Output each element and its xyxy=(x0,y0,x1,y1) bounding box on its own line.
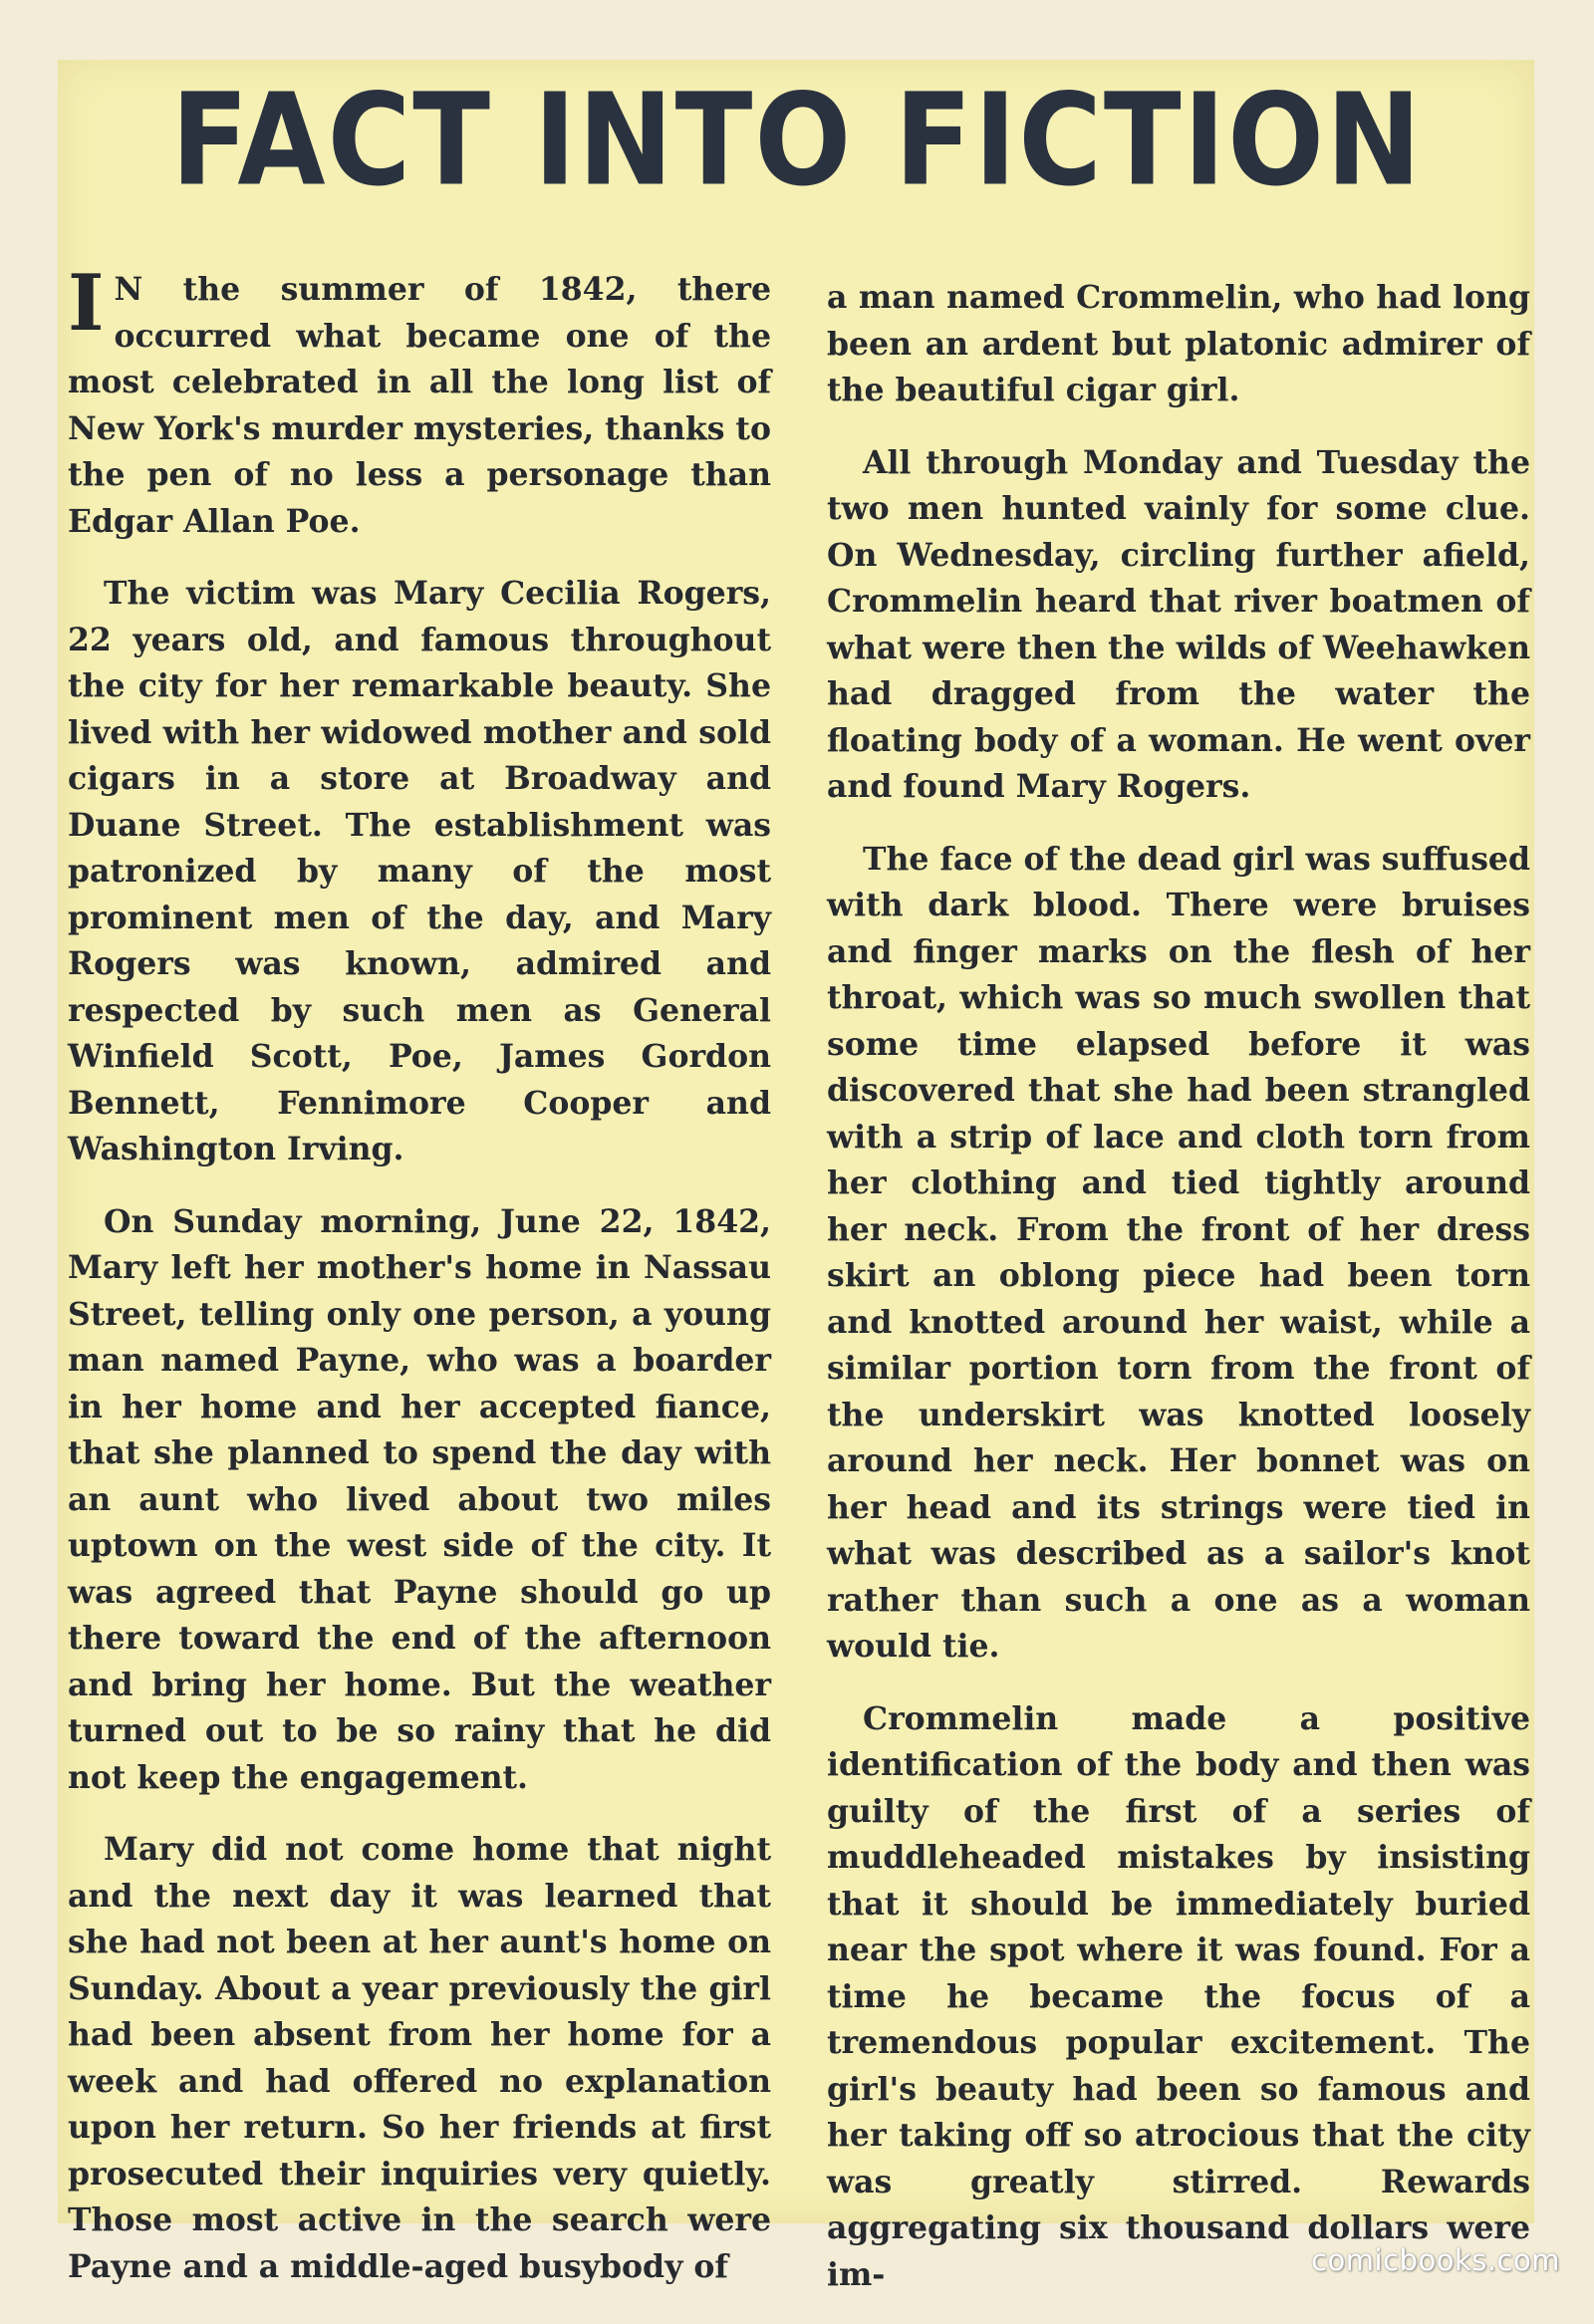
drop-cap: I xyxy=(68,258,105,349)
headline: FACT INTO FICTION xyxy=(170,65,1424,214)
paragraph xyxy=(68,258,771,545)
paragraph: Crommelin made a positive identification of the body and then was guilty of the first of a series of muddleheaded mistakes by insisting that it should be immediately buried near the spot where it was found. For a time he became the focus of a tremendous popular excitement. The girl's beauty had been so famous and her taking off so atrocious that the city was greatly stirred. Rewards aggregating six thousand dollars were im- xyxy=(827,1699,1530,2293)
paragraph: a man named Crommelin, who had long been an ardent but platonic admirer of the beautiful cigar girl. xyxy=(827,279,1530,408)
paragraph-text: N the summer of 1842, there occurred what became one of the most celebrated in all the long list of New York's murder mysteries, thanks to the pen of no less a personage than Edgar Allan Poe. xyxy=(68,271,771,540)
paragraph: The face of the dead girl was suffused with dark blood. There were bruises and finger marks on the flesh of her throat, which was so much swollen that some time elapsed before it was discovered that she had been strangled with a strip of lace and cloth torn from her clothing and tied tightly around her neck. From the front of her dress skirt an oblong piece had been torn and knotted around her waist, while a similar portion torn from the front of the underskirt was knotted loosely around her neck. Her bonnet was on her head and its strings were tied in what was described as a sailor's knot rather than such a one as a woman would tie. xyxy=(827,840,1530,1665)
site-watermark: comicbooks.com xyxy=(1311,2243,1560,2277)
right-column xyxy=(827,275,1530,2324)
paragraph: On Sunday morning, June 22, 1842, Mary left her mother's home in Nassau Street, telling only one person, a young man named Payne, who was a boarder in her home and her accepted fiance, that she planned to spend the day with an aunt who lived about two miles uptown on the west side of the city. It was agreed that Payne should go up there toward the end of the afternoon and bring her home. But the weather turned out to be so rainy that he did not keep the engagement. xyxy=(68,1202,771,1796)
left-column xyxy=(68,258,771,2316)
paragraph: The victim was Mary Cecilia Rogers, 22 years old, and famous throughout the city for her remarkable beauty. She lived with her widowed mother and sold cigars in a store at Broadway and Duane Street. The establishment was patronized by many of the most prominent men of the day, and Mary Rogers was known, admired and respected by such men as General Winfield Scott, Poe, James Gordon Bennett, Fennimore Cooper and Washington Irving. xyxy=(68,575,771,1167)
paragraph: All through Monday and Tuesday the two men hunted vainly for some clue. On Wednesday, circling further afield, Crommelin heard that river boatmen of what were then the wilds of Weehawken had dragged from the water the floating body of a woman. He went over and found Mary Rogers. xyxy=(827,443,1530,805)
paragraph: Mary did not come home that night and the next day it was learned that she had not been at her aunt's home on Sunday. About a year previously the girl had been absent from her home for a week and had offered no explanation upon her return. So her friends at first prosecuted their inquiries very quietly. Those most active in the search were Payne and a middle-aged busybody of xyxy=(68,1831,771,2285)
